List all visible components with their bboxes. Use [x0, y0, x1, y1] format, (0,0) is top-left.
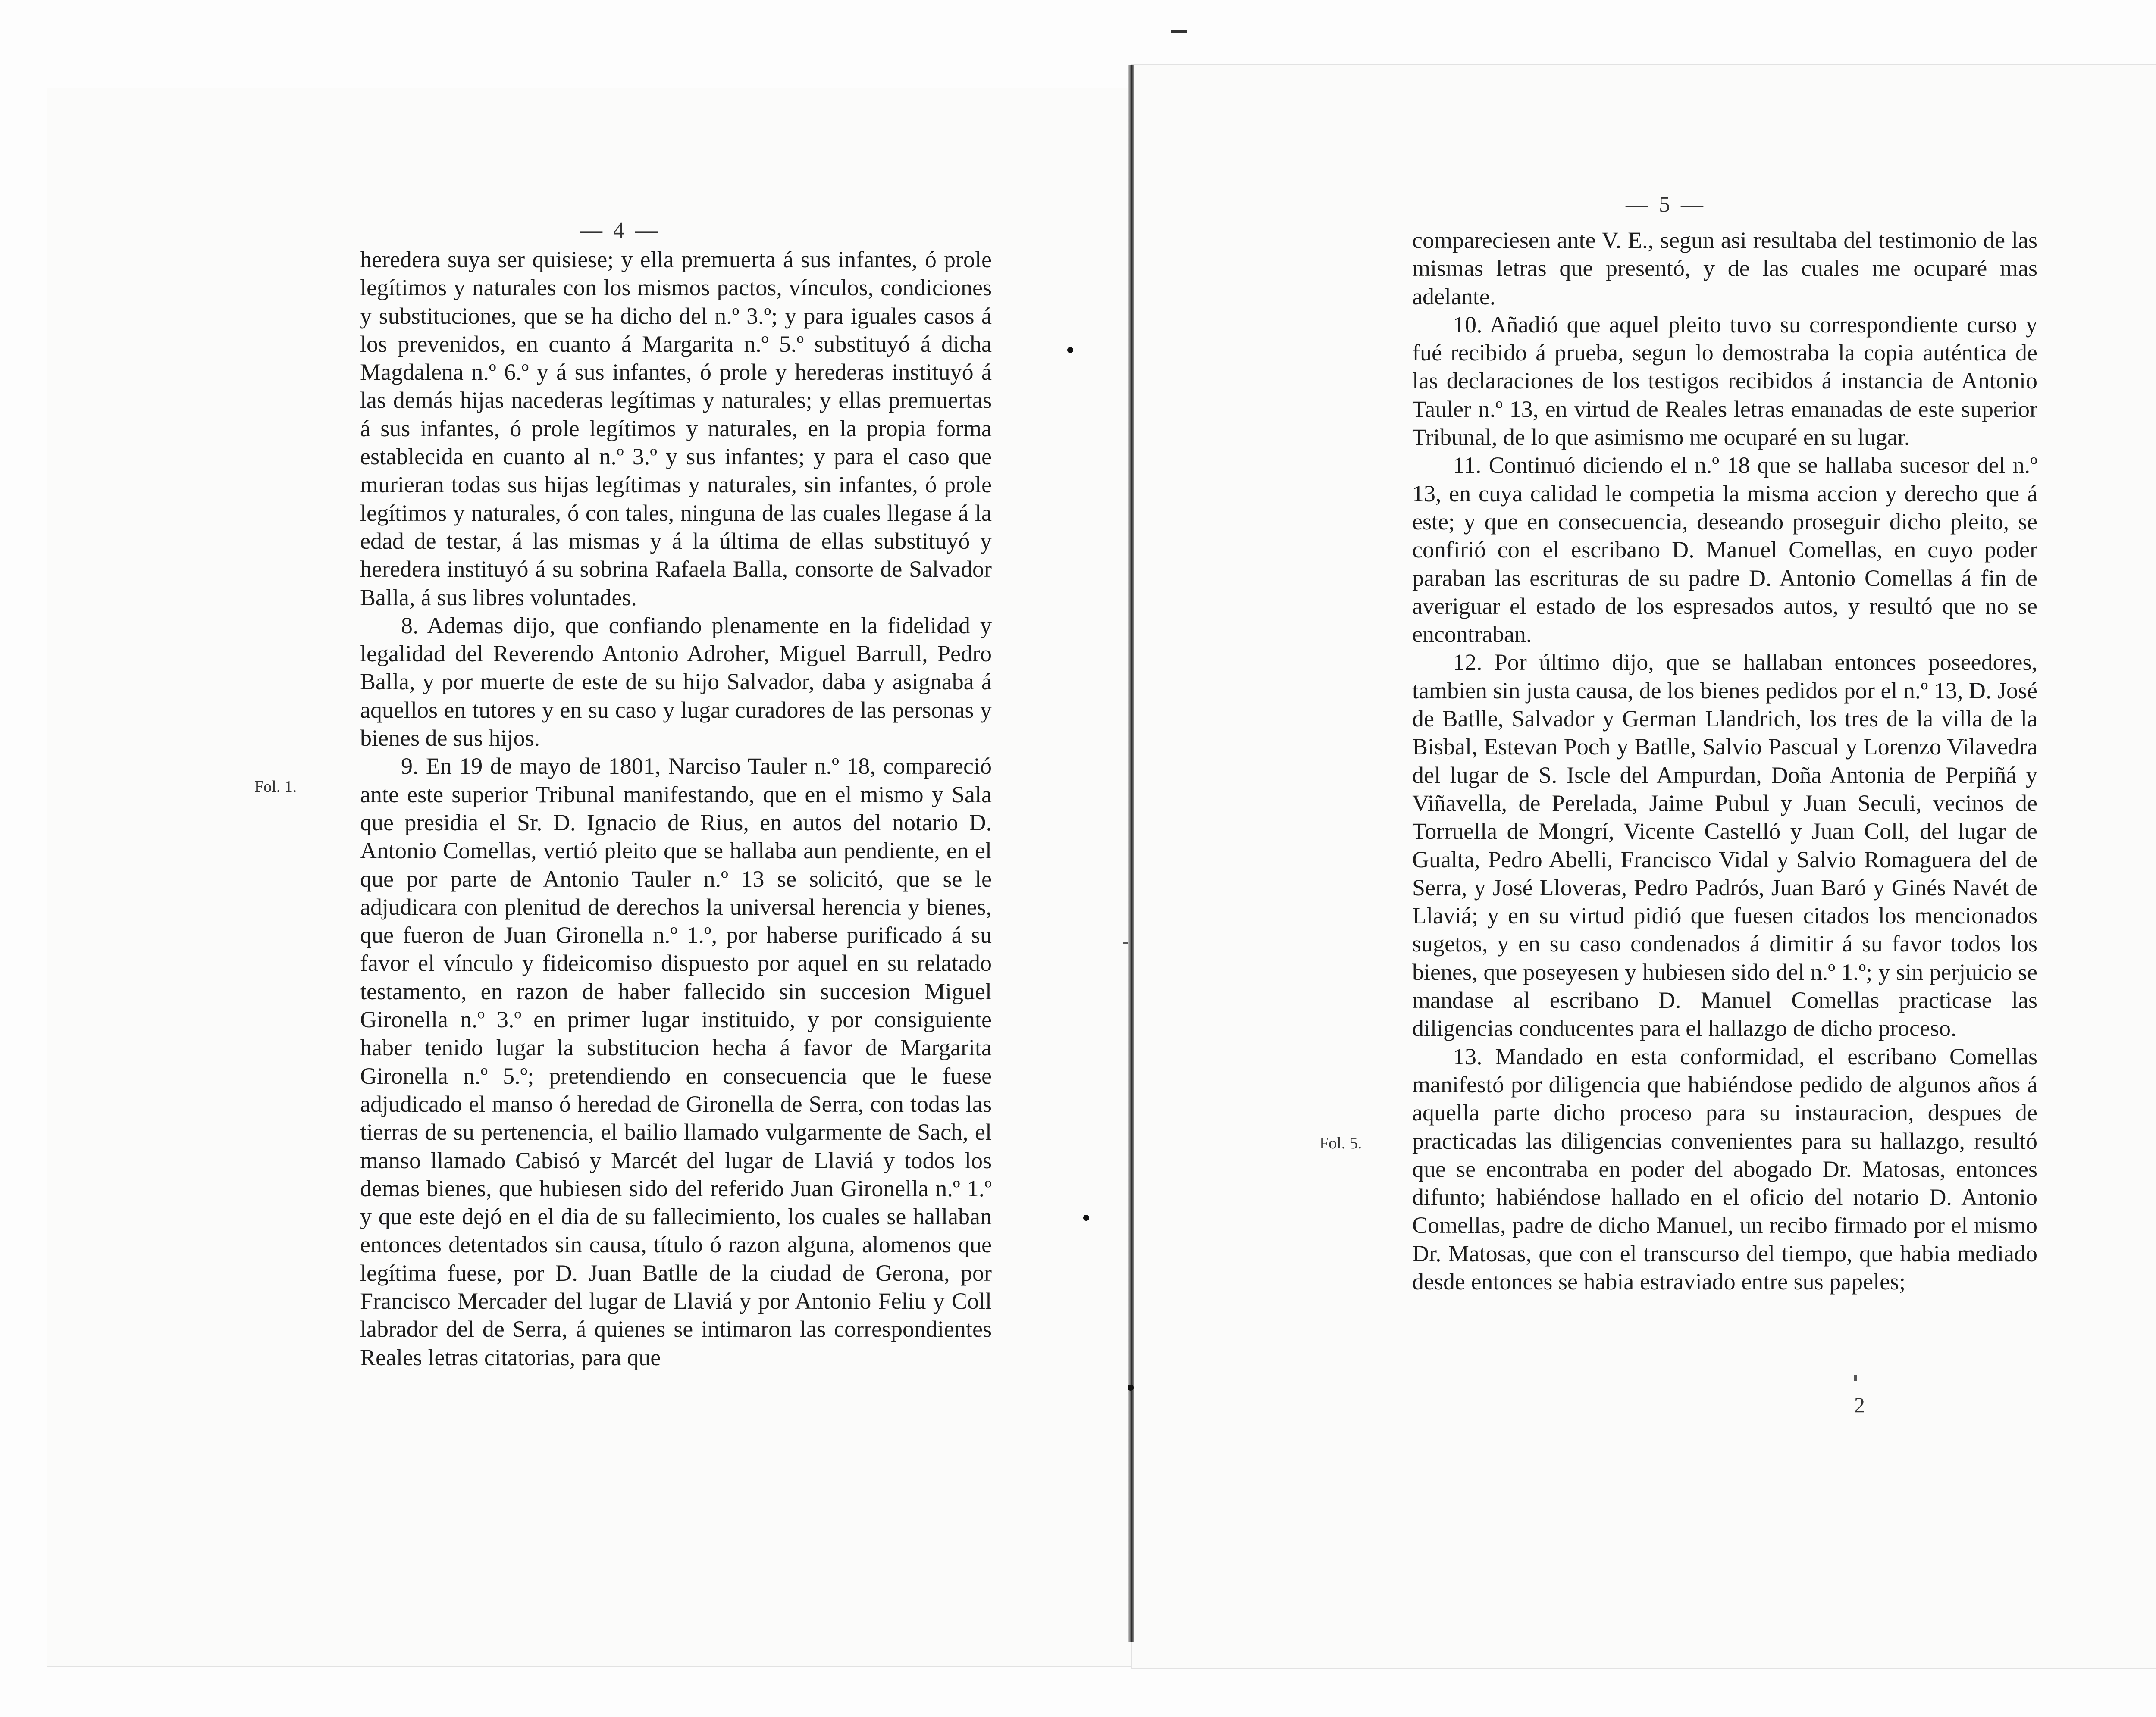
- page-number-left: — 4 —: [580, 218, 660, 243]
- right-paragraph-2: 10. Añadió que aquel pleito tuvo su correspondiente curso y fué recibido á prueba, segun lo demostraba la copia auténtica de las declaraciones de los testigos recibidos á instancia de Antonio Tauler n.º 13, en virtud de Reales letras emanadas de este superior Tribunal, de lo que asimismo me ocuparé en su lugar.: [1412, 311, 2037, 450]
- left-paragraph-1: heredera suya ser quisiese; y ella premuerta á sus infantes, ó prole legítimos y naturales con los mismos pactos, vínculos, condiciones y substituciones, que se ha dicho del n.º 3.º; y para iguales casos á los prevenidos, en cuanto á Margarita n.º 5.º substituyó á dicha Magdalena n.º 6.º y á sus infantes, ó prole y herederas instituyó á las demás hijas nacederas legítimas y naturales; y ellas premuertas á sus infantes, ó prole legítimos y naturales, en la propia forma establecida en cuanto al n.º 3.º y sus infantes; y para el caso que murieran todas sus hijas legítimas y naturales, sin infantes, ó prole legítimos y naturales, ó con tales, ninguna de las cuales llegase á la edad de testar, á las mismas y á la última de ellas substituyó y heredera instituyó á su sobrina Rafaela Balla, consorte de Salvador Balla, á sus libres voluntades.: [360, 247, 992, 610]
- marginal-note-left: Fol. 1.: [254, 778, 297, 796]
- left-paragraph-3: 9. En 19 de mayo de 1801, Narciso Tauler n.º 18, compareció ante este superior Tribunal manifestando, que en el mismo y Sala que presidia el Sr. D. Ignacio de Rius, en autos del notario D. Antonio Comellas, vertió pleito que se hallaba aun pendiente, en el que por parte de Antonio Tauler n.º 13 se solicitó, que se le adjudicara con plenitud de derechos la universal herencia y bienes, que fueron de Juan Gironella n.º 1.º, por haberse purificado á su favor el vínculo y fideicomiso dispuesto por aquel en su relatado testamento, en razon de haber fallecido sin succesion Miguel Gironella n.º 3.º en primer lugar instituido, y por consiguiente haber tenido lugar la substitucion hecha á favor de Margarita Gironella n.º 5.º; pretendiendo en consecuencia que le fuese adjudicado el manso ó heredad de Gironella de Serra, con todas las tierras de su pertenencia, el bailio llamado vulgarmente de Sach, el manso llamado Cabisó y Marcét del lugar de Llaviá y todos los demas bienes, que hubiesen sido del referido Juan Gironella n.º 1.º y que este dejó en el dia de su fallecimiento, los cuales se hallaban entonces detentados sin causa, título ó razon alguna, alomenos que legítima fuese, por D. Juan Batlle de la ciudad de Gerona, por Francisco Mercader del lugar de Llaviá y por Antonio Feliu y Coll labrador del de Serra, á quienes se intimaron las correspondientes Reales letras citatorias, para que: [360, 753, 992, 1370]
- left-paragraph-2: 8. Ademas dijo, que confiando plenamente en la fidelidad y legalidad del Reverendo Antonio Adroher, Miguel Barrull, Pedro Balla, y por muerte de este de su hijo Salvador, daba y asignaba á aquellos en tutores y en su caso y lugar curadores de las personas y bienes de sus hijos.: [360, 612, 992, 751]
- signature-mark: 2: [1854, 1393, 1865, 1417]
- marginal-note-right: Fol. 5.: [1319, 1134, 1362, 1152]
- right-paragraph-5: 13. Mandado en esta conformidad, el escribano Comellas manifestó por diligencia que habiéndose pedido de algunos años á aquella parte dicho proceso para su instauracion, despues de practicadas las diligencias convenientes para su hallazgo, resultó que se encontraba en poder del abogado Dr. Matosas, entonces difunto; habiéndose hallado en el oficio del notario D. Antonio Comellas, padre de dicho Manuel, un recibo firmado por el mismo Dr. Matosas, que con el transcurso del tiempo, que habia mediado desde entonces se habia estraviado entre sus papeles;: [1412, 1043, 2037, 1295]
- right-page-text: [1412, 226, 2037, 1296]
- scan-speck: [1067, 347, 1073, 353]
- page-number-right: — 5 —: [1626, 192, 1706, 217]
- right-paragraph-1: compareciesen ante V. E., segun asi resultaba del testimonio de las mismas letras que presentó, y de las cuales me ocuparé mas adelante.: [1412, 227, 2037, 310]
- scan-speck: [1123, 942, 1128, 944]
- right-paragraph-3: 11. Continuó diciendo el n.º 18 que se hallaba sucesor del n.º 13, en cuya calidad le competia la misma accion y derecho que á este; y que en consecuencia, deseando proseguir dicho pleito, se confirió con el escribano D. Manuel Comellas, en cuyo poder paraban las escrituras de su padre D. Antonio Comellas á fin de averiguar el estado de los espresados autos, y resultó que no se encontraban.: [1412, 452, 2037, 647]
- right-paragraph-4: 12. Por último dijo, que se hallaban entonces poseedores, tambien sin justa causa, de los bienes pedidos por el n.º 13, D. José de Batlle, Salvador y German Llandrich, los tres de la villa de la Bisbal, Estevan Poch y Batlle, Salvio Pascual y Lorenzo Vilavedra del lugar de S. Iscle del Ampurdan, Doña Antonia de Perpiñá y Viñavella, de Perelada, Jaime Pubul y Juan Seculi, vecinos de Torruella de Mongrí, Vicente Castelló y Juan Coll, del lugar de Gualta, Pedro Abelli, Francisco Vidal y Salvio Romaguera del de Serra, y José Lloveras, Pedro Padrós, Juan Baró y Ginés Navét de Llaviá; y en su virtud pidió que fuesen citados los mencionados sugetos, y en su caso condenados á dimitir á su favor todos los bienes, que poseyesen y hubiesen sido del n.º 1.º; y sin perjuicio se mandase al escribano D. Manuel Comellas practicase las diligencias conducentes para el hallazgo de dicho proceso.: [1412, 649, 2037, 1041]
- left-page-text: [360, 246, 992, 1372]
- book-spine: [1128, 65, 1134, 1642]
- scan-speck: [1083, 1215, 1089, 1221]
- scan-speck: [1128, 1385, 1134, 1391]
- scan-speck: [1854, 1375, 1857, 1381]
- spine-top-mark: [1171, 30, 1187, 33]
